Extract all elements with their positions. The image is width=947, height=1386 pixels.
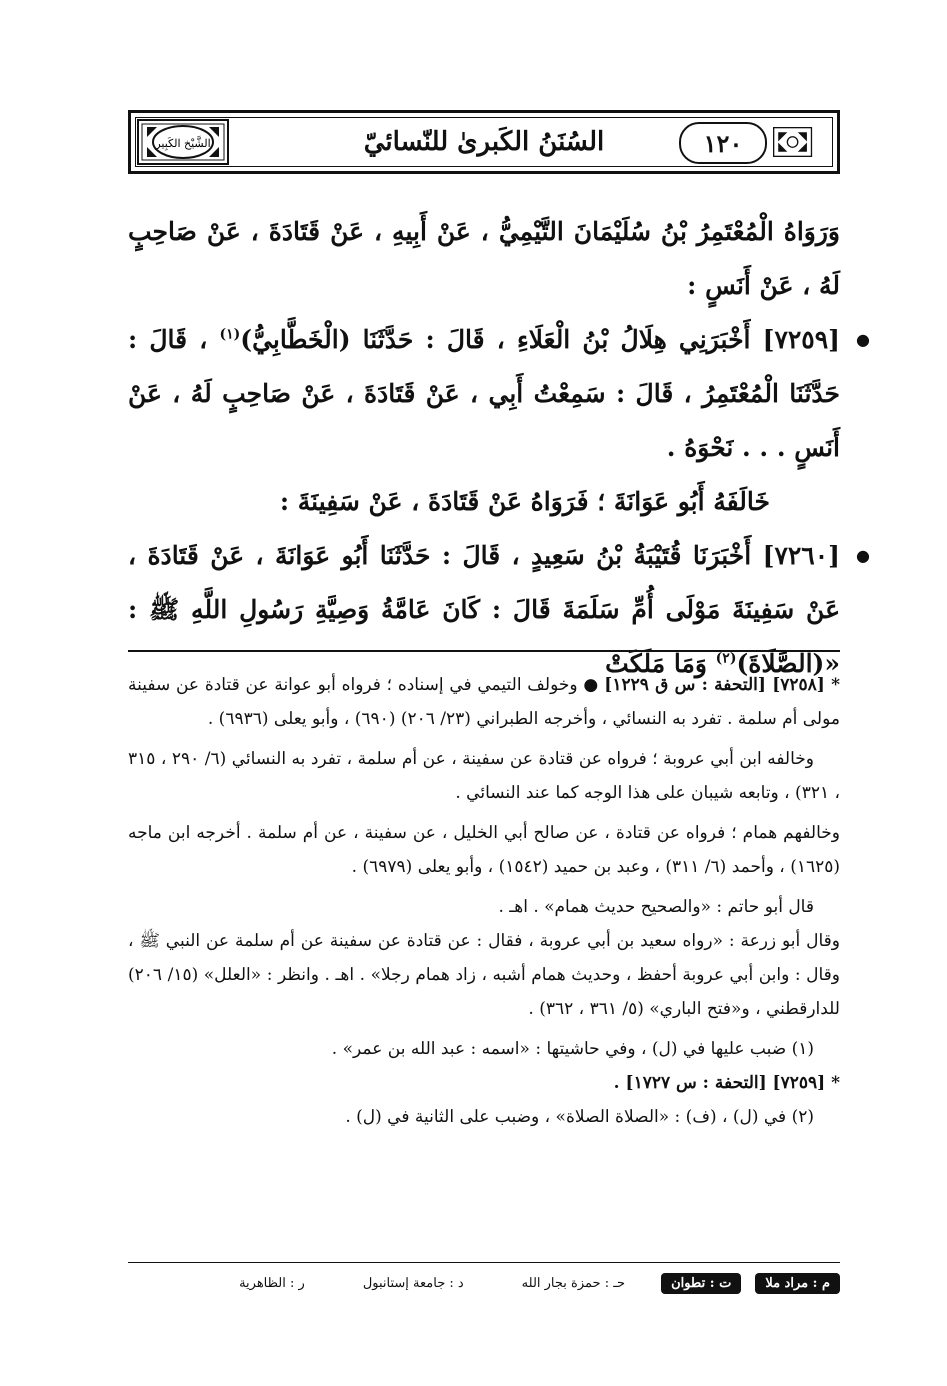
footnote-divider: [128, 650, 840, 652]
siglum-t: ت : تطوان: [661, 1273, 741, 1294]
note-7258-ref: * [٧٢٥٨] [التحفة : س ق ١٢٢٩]: [604, 675, 841, 695]
note-7258: [128, 668, 840, 736]
hadith-7259-text-b: ، قَالَ : حَدَّثَنَا الْمُعْتَمِرُ ، قَالَ : سَمِعْتُ أَبِي ، عَنْ قَتَادَةَ ، عَنْ صَاحِبٍ لَهُ ، عَنْ أَنَسٍ . . . نَحْوَهُ .: [128, 325, 840, 462]
footnotes: [128, 668, 840, 1134]
hadith-7259-text-a: [٧٢٥٩] أَخْبَرَنِي هِلَالُ بْنُ الْعَلَاءِ ، قَالَ : حَدَّثَنَا (الْخَطَّابِيُّ): [240, 325, 840, 354]
note-7258-text: ● وخولف التيمي في إسناده ؛ فرواه أبو عوانة عن قتادة عن سفينة مولى أم سلمة . تفرد به النسائي ، وأخرجه الطبراني (٢٣/ ٢٠٦) (٦٩٠) ، وأبو يعلى (٦٩٣٦) .: [128, 675, 840, 729]
main-text: [128, 205, 840, 691]
paragraph-riwaya: وَرَوَاهُ الْمُعْتَمِرُ بْنُ سُلَيْمَانَ التَّيْمِيُّ ، عَنْ أَبِيهِ ، عَنْ قَتَادَةَ ، عَنْ صَاحِبٍ لَهُ ، عَنْ أَنَسٍ :: [128, 217, 840, 300]
hadith-7260-text-b: وَمَا مَلَكَتْ: [605, 649, 707, 678]
hadith-7260: [128, 529, 840, 691]
ornament-pattern-icon: [773, 119, 833, 165]
hadith-7259: [128, 313, 840, 475]
ornament-medallion-icon: [137, 119, 229, 165]
siglum-r: ر : الظاهرية: [239, 1275, 305, 1291]
siglum-h: حـ : حمزة بجار الله: [521, 1275, 626, 1291]
note-ibn-abi-aruba: وخالفه ابن أبي عروبة ؛ فرواه عن قتادة عن سفينة ، عن أم سلمة ، تفرد به النسائي (٦/ ٢٩٠ ، ٣١٥ ، ٣٢١) ، وتابعه شيبان على هذا الوجه كما عند النسائي .: [128, 749, 840, 803]
paragraph-khalafahu: خَالَفَهُ أَبُو عَوَانَةَ ؛ فَرَوَاهُ عَنْ قَتَادَةَ ، عَنْ سَفِينَةَ :: [279, 487, 770, 516]
footnote-2: (٢) في (ل) ، (ف) : «الصلاة الصلاة» ، وضبب على الثانية في (ل) .: [345, 1107, 814, 1127]
book-title: السُنَنُ الكَبرىٰ للنّسائيّ: [363, 127, 605, 157]
footnote-1: (١) ضبب عليها في (ل) ، وفي حاشيتها : «اسمه : عبد الله بن عمر» .: [331, 1039, 814, 1059]
page-number: ١٢٠: [679, 122, 767, 164]
footer-divider: [128, 1262, 840, 1263]
footnote-marker-2: (٢): [715, 650, 737, 667]
footnote-marker-1: (١): [219, 326, 241, 343]
note-abu-hatim: قال أبو حاتم : «والصحيح حديث همام» . اهـ .: [498, 897, 814, 917]
siglum-m: م : مراد ملا: [755, 1273, 840, 1294]
hadith-7260-text-a: [٧٢٦٠] أَخْبَرَنَا قُتَيْبَةُ بْنُ سَعِيدٍ ، قَالَ : حَدَّثَنَا أَبُو عَوَانَةَ ، عَنْ قَتَادَةَ ، عَنْ سَفِينَةَ مَوْلَى أُمِّ سَلَمَةَ قَالَ : كَانَ عَامَّةُ وَصِيَّةِ رَسُولِ اللَّهِ ﷺ : «(الصَّلَاةَ): [128, 541, 840, 678]
running-header: [128, 110, 840, 174]
note-hammam: وخالفهم همام ؛ فرواه عن قتادة ، عن صالح أبي الخليل ، عن سفينة ، عن أم سلمة . أخرجه ابن ماجه (١٦٢٥) ، وأحمد (٦/ ٣١١) ، وعبد بن حميد (١٥٤٢) ، وأبو يعلى (٦٩٧٩) .: [128, 823, 841, 877]
ornament-text: الشَّيْخ الكَبِير: [155, 137, 211, 150]
note-abu-zura: وقال أبو زرعة : «رواه سعيد بن أبي عروبة ، فقال : عن قتادة عن سفينة عن أم سلمة عن النبي ﷺ ، وقال : وابن أبي عروبة أحفظ ، وحديث همام أشبه ، زاد همام رجلا» . اهـ . وانظر : «العلل» (١٥/ ٢٠٦) للدارقطني ، و«فتح الباري» (٥/ ٣٦١ ، ٣٦٢) .: [128, 931, 840, 1019]
note-7259-ref: * [٧٢٥٩] [التحفة : س ١٧٢٧] .: [613, 1073, 840, 1093]
siglum-d: د : جامعة إستانبول: [362, 1275, 464, 1291]
manuscript-sigla: [128, 1268, 840, 1298]
